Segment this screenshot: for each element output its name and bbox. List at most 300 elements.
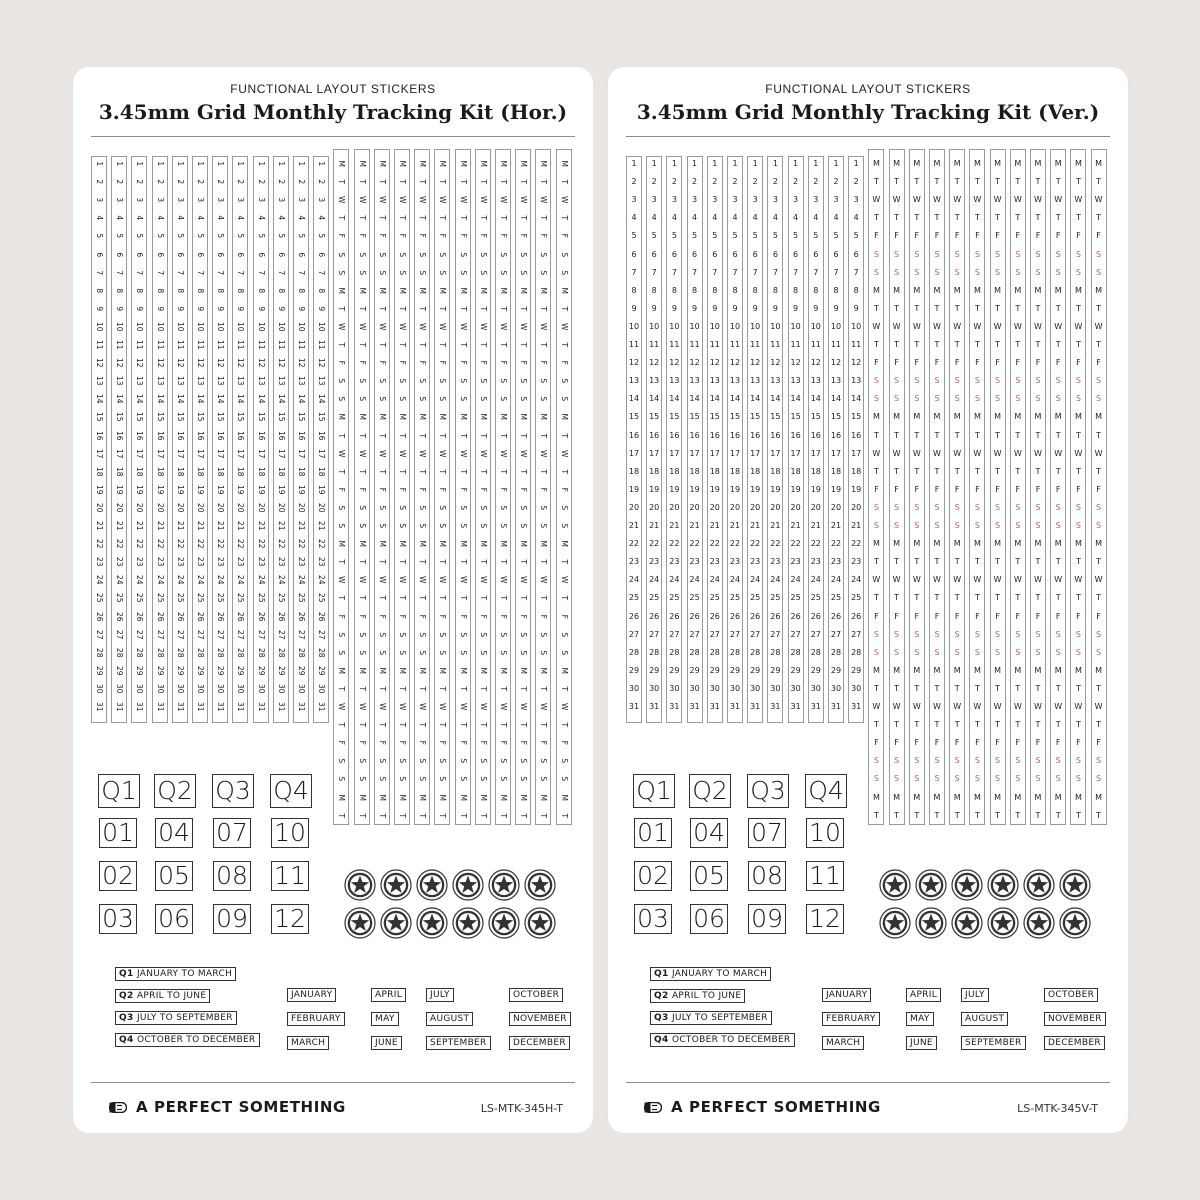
weekday-letter: T [1096, 720, 1102, 730]
weekday-letter: M [1034, 412, 1042, 422]
day-number: 26 [709, 611, 720, 621]
day-number: 29 [175, 665, 185, 676]
weekday-letter: M [872, 665, 880, 675]
day-number: 12 [256, 358, 266, 368]
weekday-letter: S [1035, 376, 1041, 386]
weekday-letter: M [498, 413, 508, 421]
day-number: 3 [296, 197, 306, 203]
day-number: 29 [830, 665, 842, 675]
weekday-letter: S [974, 502, 980, 512]
day-number: 30 [155, 683, 165, 694]
day-number: 13 [276, 376, 286, 386]
weekday-letter: W [1074, 702, 1083, 711]
date-strip [313, 156, 329, 723]
weekday-letter: S [417, 396, 427, 402]
weekday-letter: W [377, 322, 387, 331]
weekday-letter: F [478, 740, 488, 746]
weekday-letter: F [539, 233, 549, 239]
weekday-letter: T [974, 303, 980, 313]
star-badge-icon [951, 907, 983, 939]
weekday-letter: F [1076, 231, 1081, 241]
day-number: 31 [256, 701, 266, 712]
day-number: 4 [793, 213, 799, 223]
day-number: 24 [830, 575, 842, 585]
day-number: 1 [296, 161, 306, 167]
day-number: 11 [770, 340, 781, 349]
day-number: 4 [772, 213, 778, 223]
day-number: 27 [689, 629, 700, 639]
day-number: 30 [296, 683, 306, 694]
day-number: 16 [296, 430, 306, 441]
weekday-letter: S [397, 523, 407, 529]
day-number: 4 [114, 215, 124, 221]
day-number: 25 [830, 593, 842, 603]
weekday-letter: T [518, 595, 528, 601]
day-number: 9 [833, 303, 839, 313]
day-number: 10 [114, 321, 124, 332]
weekday-letter: M [1014, 285, 1022, 295]
weekday-letter: W [973, 448, 982, 458]
month-number-sticker: 09 [213, 904, 251, 934]
weekday-letter: T [417, 215, 427, 221]
weekday-letter: T [337, 686, 347, 691]
day-number: 18 [94, 466, 104, 477]
weekday-letter: S [559, 396, 569, 402]
weekday-letter: M [1095, 539, 1103, 549]
day-number: 11 [316, 339, 326, 350]
day-number: 2 [631, 177, 637, 187]
weekday-letter: M [953, 539, 961, 549]
weekday-letter: W [1034, 702, 1042, 711]
day-number: 3 [793, 195, 799, 205]
day-number: 23 [175, 557, 185, 567]
weekday-letter: T [995, 303, 1001, 313]
weekday-letter: T [1055, 593, 1061, 603]
weekday-letter: T [934, 303, 940, 313]
day-number: 4 [732, 213, 738, 223]
weekday-letter: S [357, 776, 367, 782]
weekday-letter: M [397, 160, 407, 167]
day-number: 19 [215, 484, 225, 495]
weekday-letter: M [1014, 159, 1022, 168]
weekday-strip [1091, 149, 1107, 825]
weekday-letter: F [478, 233, 488, 239]
weekday-letter: T [974, 683, 980, 693]
weekday-letter: S [458, 269, 468, 275]
weekday-letter: F [377, 740, 387, 746]
day-number: 19 [316, 484, 326, 495]
weekday-letter: T [438, 342, 448, 348]
day-number: 21 [649, 521, 660, 530]
month-number-sticker: 02 [99, 861, 137, 891]
day-number: 28 [215, 647, 225, 658]
day-number: 26 [750, 611, 761, 621]
weekday-letter: S [1055, 394, 1061, 404]
weekday-letter: S [873, 394, 879, 404]
weekday-letter: T [954, 213, 960, 223]
day-number: 27 [215, 629, 225, 640]
weekday-letter: S [539, 758, 549, 764]
day-number: 23 [236, 557, 246, 567]
day-number: 29 [155, 665, 165, 676]
day-number: 17 [296, 448, 306, 459]
day-number: 26 [770, 611, 781, 621]
weekday-strip [929, 149, 945, 825]
weekday-letter: F [377, 487, 387, 492]
day-number: 25 [114, 593, 124, 603]
day-number: 15 [195, 412, 205, 422]
day-number: 29 [669, 665, 680, 675]
day-number: 7 [256, 269, 266, 275]
star-badge-icon [416, 907, 448, 939]
sticker-sheet-vertical [608, 67, 1128, 1133]
weekday-letter: S [1075, 267, 1081, 277]
weekday-letter: T [873, 720, 879, 730]
weekday-letter: T [498, 306, 508, 311]
day-number: 27 [94, 629, 104, 640]
weekday-letter: M [1074, 159, 1082, 168]
day-number: 16 [669, 430, 680, 440]
day-number: 12 [649, 358, 660, 368]
weekday-letter: F [397, 487, 407, 492]
day-number: 25 [851, 593, 862, 603]
weekday-letter: T [539, 469, 549, 474]
day-number: 30 [236, 683, 246, 694]
day-number: 29 [236, 665, 246, 676]
weekday-letter: S [498, 650, 508, 655]
day-number: 23 [709, 557, 720, 567]
weekday-letter: W [1054, 702, 1063, 711]
day-number: 19 [810, 484, 821, 494]
day-number: 15 [770, 412, 781, 422]
weekday-letter: S [377, 378, 387, 384]
weekday-letter: W [458, 703, 468, 711]
weekday-strip [1030, 149, 1046, 825]
day-number: 10 [256, 321, 266, 332]
day-number: 20 [790, 502, 801, 512]
day-number: 7 [316, 269, 326, 275]
day-number: 8 [732, 285, 738, 295]
day-number: 27 [669, 629, 680, 639]
weekday-letter: S [1055, 376, 1061, 386]
weekday-letter: M [994, 159, 1002, 168]
month-name-label: FEBRUARY [287, 1012, 345, 1026]
weekday-letter: W [397, 322, 407, 331]
quarter-range-label: Q2 APRIL TO JUNE [115, 989, 210, 1003]
day-number: 29 [195, 665, 205, 676]
day-number: 30 [195, 683, 205, 694]
weekday-letter: T [438, 469, 448, 474]
day-number: 22 [649, 539, 660, 549]
weekday-letter: T [894, 303, 900, 313]
weekday-letter: W [377, 196, 387, 204]
weekday-letter: S [417, 269, 427, 275]
weekday-letter: S [995, 394, 1001, 404]
weekday-letter: S [1035, 249, 1041, 259]
weekday-letter: S [1035, 647, 1041, 657]
day-number: 23 [155, 557, 165, 567]
weekday-letter: T [498, 722, 508, 728]
weekday-letter: T [478, 813, 488, 818]
day-number: 16 [276, 430, 286, 441]
weekday-letter: S [1075, 502, 1081, 512]
day-number: 5 [94, 233, 104, 239]
day-number: 26 [316, 611, 326, 622]
day-number: 15 [155, 412, 165, 422]
day-number: 26 [851, 611, 862, 621]
day-number: 25 [628, 593, 640, 603]
day-number: 15 [256, 412, 266, 422]
star-badge-icon [488, 907, 520, 939]
weekday-letter: S [1096, 756, 1102, 766]
day-number: 10 [750, 321, 761, 331]
day-number: 16 [810, 430, 821, 440]
day-number: 14 [750, 394, 761, 404]
quarter-sticker: Q1 [633, 774, 675, 808]
day-number: 4 [195, 215, 205, 221]
weekday-letter: T [1055, 303, 1061, 313]
weekday-letter: T [478, 559, 488, 565]
brand-logo-icon [644, 1102, 662, 1113]
day-number: 30 [851, 683, 862, 693]
day-number: 10 [790, 321, 801, 331]
day-number: 11 [175, 339, 185, 350]
weekday-letter: S [417, 251, 427, 257]
weekday-letter: S [1055, 249, 1061, 259]
day-number: 11 [649, 340, 660, 349]
day-number: 8 [631, 285, 637, 295]
weekday-letter: M [1034, 792, 1042, 802]
day-number: 26 [195, 611, 205, 622]
weekday-letter: F [975, 231, 980, 241]
weekday-letter: T [1035, 557, 1041, 567]
weekday-letter: M [518, 287, 528, 294]
day-number: 29 [750, 665, 761, 675]
day-number: 28 [628, 647, 640, 657]
month-name-label: OCTOBER [1044, 988, 1098, 1002]
weekday-letter: S [1035, 629, 1041, 639]
weekday-letter: T [995, 593, 1001, 603]
day-number: 8 [195, 288, 205, 293]
day-number: 1 [94, 161, 104, 167]
weekday-letter: M [893, 665, 901, 675]
weekday-letter: T [478, 469, 488, 474]
day-number: 4 [175, 215, 185, 221]
day-number: 27 [851, 629, 862, 639]
weekday-letter: M [438, 160, 448, 167]
weekday-letter: T [337, 595, 347, 601]
month-number-sticker: 06 [690, 904, 728, 934]
weekday-letter: W [1094, 702, 1103, 711]
weekday-letter: M [377, 794, 387, 801]
weekday-letter: T [954, 340, 960, 349]
day-number: 18 [256, 466, 266, 477]
date-strip [747, 156, 763, 723]
month-name-label: DECEMBER [509, 1036, 570, 1050]
day-number: 10 [236, 321, 246, 332]
day-number: 5 [135, 233, 145, 239]
weekday-letter: T [397, 813, 407, 818]
weekday-letter: W [872, 321, 881, 331]
weekday-letter: T [934, 466, 940, 476]
day-number: 22 [276, 539, 286, 549]
weekday-letter: S [1015, 249, 1021, 259]
weekday-letter: W [872, 448, 881, 458]
weekday-letter: T [974, 177, 980, 187]
day-number: 3 [215, 197, 225, 203]
weekday-letter: W [892, 448, 901, 458]
weekday-strip [556, 149, 572, 825]
day-number: 24 [94, 575, 104, 585]
weekday-letter: M [913, 285, 921, 295]
day-number: 11 [135, 339, 145, 350]
weekday-letter: T [559, 686, 569, 691]
day-number: 13 [195, 376, 205, 386]
day-number: 28 [669, 647, 680, 657]
weekday-letter: F [995, 611, 1000, 621]
day-number: 15 [94, 412, 104, 422]
weekday-letter: F [1055, 611, 1061, 621]
weekday-letter: T [1096, 213, 1102, 223]
weekday-letter: S [559, 505, 569, 511]
day-number: 18 [296, 466, 306, 477]
weekday-letter: W [478, 196, 488, 204]
weekday-letter: M [438, 287, 448, 294]
day-number: 10 [729, 321, 741, 331]
day-number: 30 [135, 683, 145, 694]
day-number: 19 [709, 484, 720, 494]
weekday-letter: F [1055, 358, 1061, 368]
weekday-letter: S [1015, 267, 1021, 277]
weekday-letter: T [438, 306, 448, 311]
weekday-letter: S [974, 267, 980, 277]
weekday-letter: F [498, 740, 508, 746]
weekday-letter: T [1015, 177, 1021, 187]
weekday-letter: T [397, 686, 407, 691]
weekday-letter: T [1055, 213, 1061, 223]
weekday-letter: S [337, 251, 347, 257]
weekday-letter: F [1035, 484, 1041, 494]
weekday-letter: W [1074, 575, 1083, 585]
day-number: 19 [195, 484, 205, 495]
weekday-letter: M [337, 160, 347, 167]
weekday-strip [414, 149, 430, 825]
day-number: 31 [649, 702, 660, 711]
weekday-letter: S [438, 269, 448, 275]
weekday-letter: M [397, 540, 407, 548]
weekday-letter: T [934, 340, 940, 349]
day-number: 26 [296, 611, 306, 622]
day-number: 24 [649, 575, 660, 585]
weekday-letter: S [559, 758, 569, 764]
star-badge-icon [344, 907, 376, 939]
weekday-letter: M [518, 160, 528, 167]
weekday-letter: M [559, 794, 569, 801]
day-number: 16 [790, 430, 801, 440]
day-number: 17 [135, 448, 145, 459]
weekday-letter: F [337, 233, 347, 239]
weekday-letter: T [377, 342, 387, 348]
weekday-letter: M [1074, 665, 1082, 675]
weekday-letter: M [893, 792, 901, 802]
weekday-letter: T [357, 469, 367, 474]
day-number: 14 [709, 394, 720, 404]
weekday-letter: M [1014, 665, 1022, 675]
weekday-letter: M [377, 540, 387, 548]
weekday-letter: M [438, 540, 448, 548]
weekday-letter: S [357, 378, 367, 384]
weekday-letter: F [377, 233, 387, 239]
day-number: 9 [296, 306, 306, 311]
day-number: 17 [155, 448, 165, 459]
weekday-letter: M [872, 412, 880, 422]
day-number: 6 [651, 249, 657, 259]
day-number: 1 [651, 159, 657, 168]
weekday-letter: M [417, 540, 427, 548]
weekday-letter: S [438, 650, 448, 655]
weekday-letter: T [458, 469, 468, 474]
day-number: 19 [669, 484, 680, 494]
weekday-letter: T [934, 810, 940, 820]
day-number: 6 [94, 251, 104, 257]
weekday-letter: S [914, 376, 920, 386]
weekday-letter: S [518, 396, 528, 402]
day-number: 25 [790, 593, 801, 603]
weekday-letter: T [1055, 683, 1061, 693]
weekday-letter: T [438, 559, 448, 565]
weekday-letter: T [995, 683, 1001, 693]
day-number: 18 [689, 466, 700, 476]
weekday-letter: M [973, 539, 981, 549]
weekday-letter: T [417, 813, 427, 818]
day-number: 6 [631, 249, 637, 259]
star-badge-icon [879, 869, 911, 901]
weekday-letter: W [1054, 448, 1063, 458]
day-number: 1 [712, 159, 718, 168]
day-number: 7 [195, 269, 205, 275]
weekday-letter: M [539, 160, 549, 167]
day-number: 21 [830, 521, 842, 530]
weekday-letter: W [357, 703, 367, 711]
weekday-letter: S [417, 378, 427, 384]
weekday-letter: F [417, 740, 427, 746]
day-number: 1 [256, 161, 266, 167]
weekday-letter: S [914, 647, 920, 657]
day-number: 3 [236, 197, 246, 203]
day-number: 9 [671, 303, 677, 313]
weekday-letter: S [934, 629, 940, 639]
weekday-letter: M [994, 412, 1002, 422]
weekday-letter: W [1074, 448, 1083, 458]
weekday-letter: M [357, 667, 367, 674]
day-number: 20 [316, 502, 326, 513]
weekday-letter: T [1035, 213, 1041, 223]
month-number-sticker: 10 [271, 818, 309, 848]
weekday-letter: T [518, 722, 528, 728]
weekday-letter: W [993, 575, 1002, 585]
weekday-letter: M [397, 413, 407, 421]
weekday-letter: T [417, 432, 427, 438]
weekday-letter: M [478, 794, 488, 801]
day-number: 19 [628, 484, 640, 494]
date-strip [111, 156, 127, 723]
star-badge-icon [1023, 907, 1055, 939]
weekday-letter: T [1096, 557, 1102, 567]
weekday-letter: S [377, 269, 387, 275]
day-number: 11 [256, 339, 266, 350]
day-number: 28 [94, 647, 104, 658]
weekday-letter: S [478, 776, 488, 782]
